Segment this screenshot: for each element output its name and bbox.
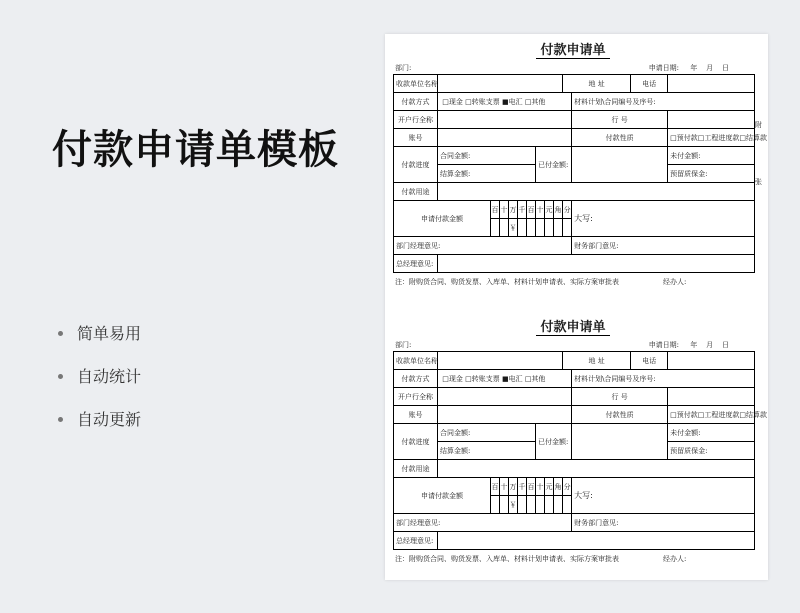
dept-label: 部门:	[395, 341, 412, 349]
bank-no-label: 行 号	[572, 111, 668, 129]
digit-hundred-million: 百	[491, 478, 500, 496]
method-label: 付款方式	[394, 93, 438, 111]
form-meta	[393, 60, 753, 74]
nature-label: 付款性质	[572, 406, 668, 424]
nature-options: □预付款□工程进度款□结算款	[668, 129, 755, 147]
form-title: 付款申请单	[393, 42, 753, 60]
attachment-note: 注：附购货合同、购货发票、入库单、材料计划申请表、实际方案审批表	[395, 555, 619, 563]
bank-label: 开户行全称	[394, 111, 438, 129]
digit-ten-million: 十	[500, 201, 509, 219]
phone-label: 电话	[631, 75, 668, 93]
feature-label: 自动统计	[77, 366, 142, 386]
purpose-label: 付款用途	[394, 460, 438, 478]
date-label: 申请日期: 年 月 日	[648, 64, 729, 72]
nature-options: □预付款□工程进度款□结算款	[668, 406, 755, 424]
apply-amount-label: 申请付款金额	[394, 478, 491, 514]
feature-list	[58, 312, 141, 441]
digit-million: 万	[509, 478, 518, 496]
account-label: 账号	[394, 406, 438, 424]
retention-label: 预留质保金:	[668, 165, 755, 183]
progress-label: 付款进度	[394, 424, 438, 460]
feature-label: 自动更新	[77, 409, 142, 429]
address-label: 地 址	[563, 75, 631, 93]
digit-ten: 十	[536, 478, 545, 496]
digit-jiao: 角	[554, 478, 563, 496]
finance-dept-label: 财务部门意见:	[572, 237, 755, 255]
document-preview	[385, 34, 768, 580]
paid-amount-label: 已付金额:	[536, 424, 572, 460]
payment-form-lower	[393, 319, 767, 564]
account-label: 账号	[394, 129, 438, 147]
digit-hundred: 百	[527, 478, 536, 496]
yuan-sign: ￥	[509, 219, 518, 237]
method-label: 付款方式	[394, 370, 438, 388]
digit-jiao: 角	[554, 201, 563, 219]
finance-dept-label: 财务部门意见:	[572, 514, 755, 532]
digit-million: 万	[509, 201, 518, 219]
side-note-sheet: 张	[755, 178, 762, 186]
retention-label: 预留质保金:	[668, 442, 755, 460]
payment-form-upper	[393, 42, 767, 287]
payee-label: 收款单位名称	[394, 75, 438, 93]
digit-yuan: 元	[545, 201, 554, 219]
digit-thousand: 千	[518, 201, 527, 219]
form-title: 付款申请单	[393, 319, 753, 337]
method-options: □现金 □转账支票 ■电汇 □其他	[438, 93, 572, 111]
phone-label: 电话	[631, 352, 668, 370]
plan-label: 材料计划\合同编号及序号:	[572, 93, 755, 111]
feature-item	[58, 398, 141, 441]
dept-manager-label: 部门经理意见:	[394, 514, 572, 532]
digit-yuan: 元	[545, 478, 554, 496]
digit-ten-million: 十	[500, 478, 509, 496]
form-meta	[393, 337, 753, 351]
contract-amount-label: 合同金额:	[438, 147, 536, 165]
method-options: □现金 □转账支票 ■电汇 □其他	[438, 370, 572, 388]
progress-label: 付款进度	[394, 147, 438, 183]
contract-amount-label: 合同金额:	[438, 424, 536, 442]
digit-fen: 分	[563, 201, 572, 219]
bank-label: 开户行全称	[394, 388, 438, 406]
side-note-attach: 附	[755, 121, 762, 129]
digit-thousand: 千	[518, 478, 527, 496]
purpose-label: 付款用途	[394, 183, 438, 201]
capital-label: 大写:	[572, 478, 755, 514]
settle-amount-label: 结算金额:	[438, 442, 536, 460]
date-label: 申请日期: 年 月 日	[648, 341, 729, 349]
feature-item	[58, 355, 141, 398]
form-footer	[393, 273, 753, 287]
form-footer	[393, 550, 753, 564]
bullet-icon	[58, 417, 63, 422]
unpaid-amount-label: 未付金额:	[668, 424, 755, 442]
bullet-icon	[58, 374, 63, 379]
address-label: 地 址	[563, 352, 631, 370]
handler-label: 经办人:	[663, 278, 687, 286]
capital-label: 大写:	[572, 201, 755, 237]
plan-label: 材料计划\合同编号及序号:	[572, 370, 755, 388]
attachment-note: 注：附购货合同、购货发票、入库单、材料计划申请表、实际方案审批表	[395, 278, 619, 286]
dept-manager-label: 部门经理意见:	[394, 237, 572, 255]
apply-amount-label: 申请付款金额	[394, 201, 491, 237]
gm-label: 总经理意见:	[394, 532, 438, 550]
bank-no-label: 行 号	[572, 388, 668, 406]
digit-fen: 分	[563, 478, 572, 496]
page-headline: 付款申请单模板	[52, 127, 339, 173]
bullet-icon	[58, 331, 63, 336]
form-table	[393, 351, 767, 550]
unpaid-amount-label: 未付金额:	[668, 147, 755, 165]
payee-label: 收款单位名称	[394, 352, 438, 370]
feature-label: 简单易用	[77, 323, 142, 343]
gm-label: 总经理意见:	[394, 255, 438, 273]
dept-label: 部门:	[395, 64, 412, 72]
digit-ten: 十	[536, 201, 545, 219]
feature-item	[58, 312, 141, 355]
digit-hundred-million: 百	[491, 201, 500, 219]
nature-label: 付款性质	[572, 129, 668, 147]
settle-amount-label: 结算金额:	[438, 165, 536, 183]
yuan-sign: ￥	[509, 496, 518, 514]
handler-label: 经办人:	[663, 555, 687, 563]
form-table	[393, 74, 767, 273]
paid-amount-label: 已付金额:	[536, 147, 572, 183]
digit-hundred: 百	[527, 201, 536, 219]
